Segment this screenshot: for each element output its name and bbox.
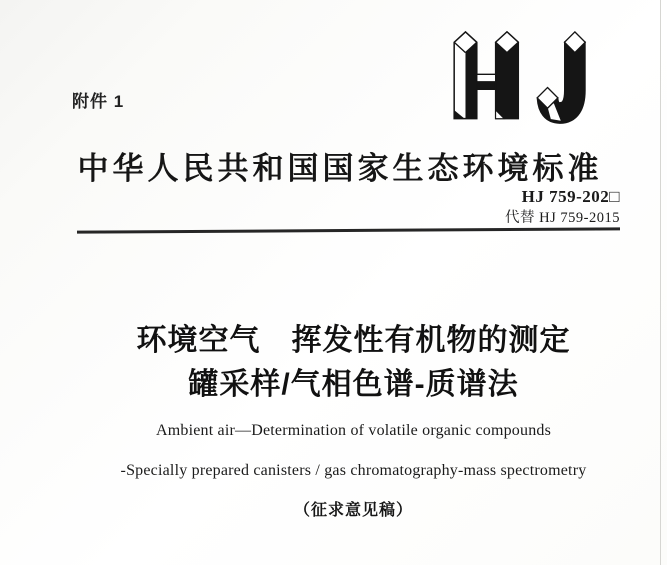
title-cn-line2: 罐采样/气相色谱-质谱法 (188, 368, 519, 401)
replaces-note: 代替 HJ 759-2015 (505, 210, 620, 226)
header-rule (77, 227, 620, 233)
standard-number-block (505, 186, 620, 229)
national-standard-heading: 中华人民共和国国家生态环境标准 (77, 151, 603, 186)
title-en-line1: Ambient air—Determination of volatile organic compounds (155, 422, 552, 439)
scan-page-edge (660, 0, 661, 565)
standard-number: HJ 759-202□ (521, 187, 620, 206)
attachment-label: 附件 1 (72, 92, 125, 111)
title-en-line2: -Specially prepared canisters / gas chromatography-mass spectrometry (120, 462, 587, 479)
draft-status-note: （征求意见稿） (293, 502, 413, 519)
hj-logo (452, 30, 594, 129)
title-cn-line1: 环境空气 挥发性有机物的测定 (136, 324, 571, 357)
